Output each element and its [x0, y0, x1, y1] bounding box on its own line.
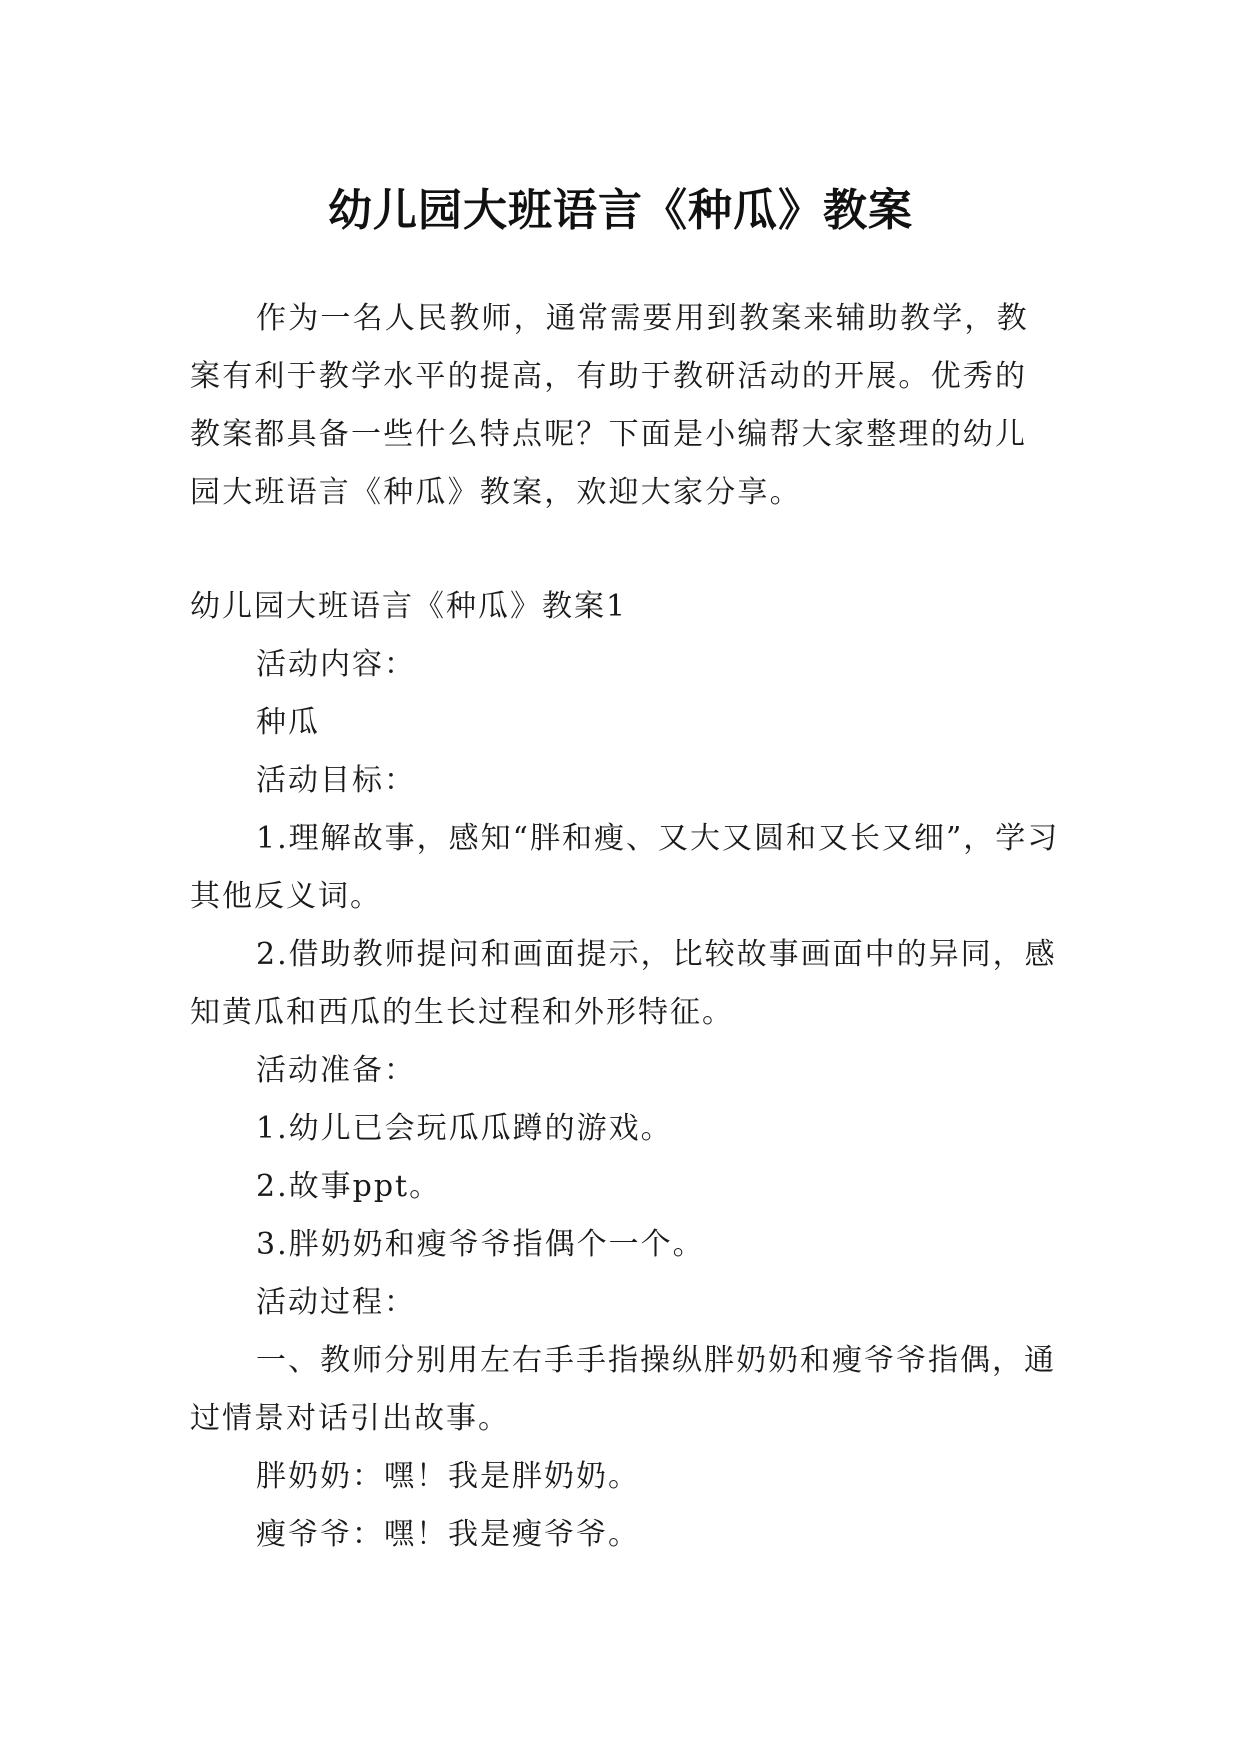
document-title: 幼儿园大班语言《种瓜》教案: [328, 185, 913, 237]
paragraph-dialogue-grandma: 胖奶奶：嘿！我是胖奶奶。: [256, 1459, 640, 1494]
section-heading: 幼儿园大班语言《种瓜》教案1: [190, 589, 628, 624]
paragraph-process-label: 活动过程：: [256, 1285, 416, 1320]
paragraph-goal-1: 1.理解故事，感知“胖和瘦、又大又圆和又长又细”，学习其他反义词。: [190, 821, 1060, 914]
intro-paragraph: 作为一名人民教师，通常需要用到教案来辅助教学，教案有利于教学水平的提高，有助于教研活动的开展。优秀的教案都具备一些什么特点呢？下面是小编帮大家整理的幼儿园大班语言《种瓜》教案，欢迎大家分享。: [190, 301, 1029, 510]
lesson-plan-body: [190, 578, 1070, 1564]
paragraph-dialogue-grandpa: 瘦爷爷：嘿！我是瘦爷爷。: [256, 1517, 640, 1552]
paragraph-process-step-1: 一、教师分别用左右手手指操纵胖奶奶和瘦爷爷指偶，通过情景对话引出故事。: [190, 1343, 1056, 1436]
paragraph-goal-2: 2.借助教师提问和画面提示，比较故事画面中的异同，感知黄瓜和西瓜的生长过程和外形特征。: [190, 937, 1057, 1030]
paragraph-activity-content: 种瓜: [256, 705, 320, 740]
paragraph-preparation-2: 2.故事ppt。: [256, 1169, 442, 1204]
paragraph-activity-content-label: 活动内容：: [256, 647, 416, 682]
paragraph-preparation-3: 3.胖奶奶和瘦爷爷指偶个一个。: [256, 1227, 705, 1262]
paragraph-activity-goals-label: 活动目标：: [256, 763, 416, 798]
paragraph-preparation-1: 1.幼儿已会玩瓜瓜蹲的游戏。: [256, 1111, 673, 1146]
paragraph-preparation-label: 活动准备：: [256, 1053, 416, 1088]
